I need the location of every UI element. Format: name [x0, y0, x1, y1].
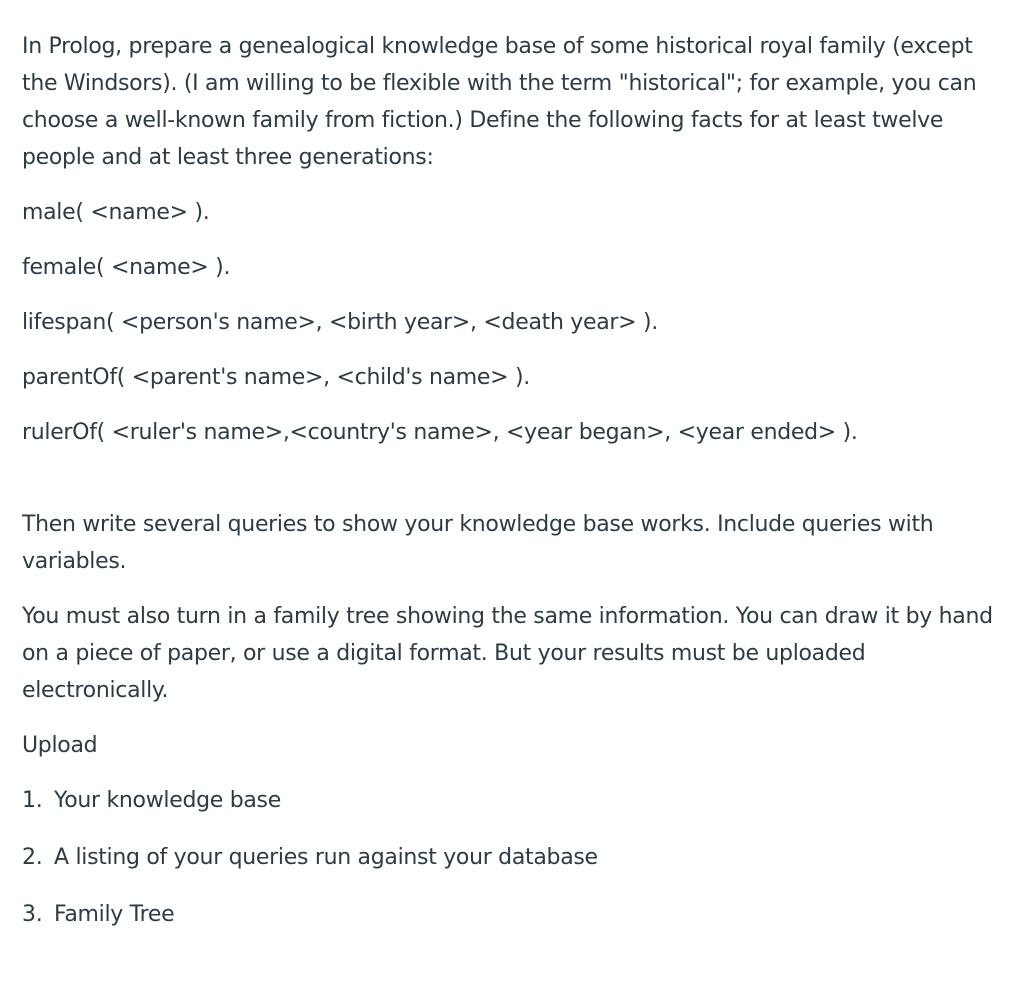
intro-paragraph: In Prolog, prepare a genealogical knowledge base of some historical royal family (except the Windsors). (I am willing to be flexible with the term "historical"; for example, you can choose a well-known family from fiction.) Define the following facts for at least twelve people and at least three generations:	[22, 34, 977, 170]
fact-female: female( <name> ).	[22, 255, 231, 280]
upload-label: Upload	[22, 733, 98, 758]
fact-rulerof: rulerOf( <ruler's name>,<country's name>, <year began>, <year ended> ).	[22, 420, 858, 445]
list-item-number: 1.	[22, 788, 43, 813]
queries-paragraph: Then write several queries to show your knowledge base works. Include queries with variables.	[22, 512, 934, 574]
list-item	[22, 782, 1002, 819]
list-item-number: 2.	[22, 845, 43, 870]
upload-list	[22, 782, 1002, 933]
list-item-number: 3.	[22, 902, 43, 927]
family-tree-paragraph: You must also turn in a family tree showing the same information. You can draw it by hand on a piece of paper, or use a digital format. But your results must be uploaded electronically.	[22, 604, 993, 703]
list-item-text: Your knowledge base	[54, 788, 281, 813]
list-item	[22, 896, 1002, 933]
list-item-text: A listing of your queries run against your database	[54, 845, 598, 870]
list-item	[22, 839, 1002, 876]
list-item-text: Family Tree	[54, 902, 175, 927]
fact-parentof: parentOf( <parent's name>, <child's name> ).	[22, 365, 530, 390]
fact-male: male( <name> ).	[22, 200, 210, 225]
fact-lifespan: lifespan( <person's name>, <birth year>, <death year> ).	[22, 310, 658, 335]
assignment-content	[22, 28, 1002, 953]
